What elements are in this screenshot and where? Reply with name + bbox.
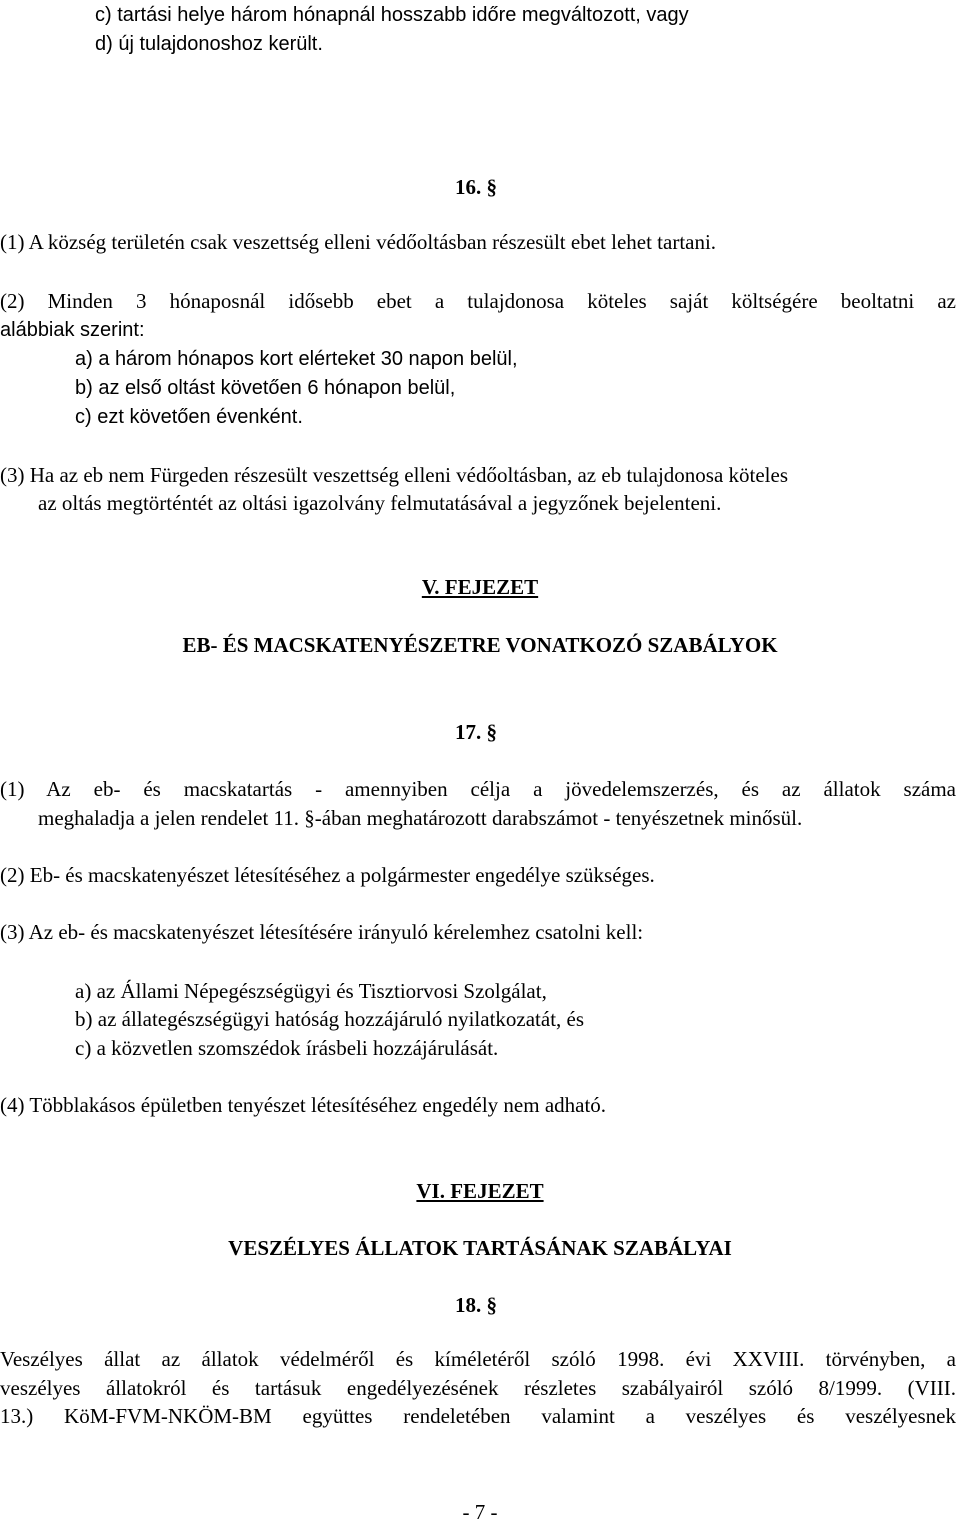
paragraph: (3) Ha az eb nem Fürgeden részesült veszettség elleni védőoltásban, az eb tulajdonosa köteles — [0, 463, 789, 487]
paragraph: Veszélyes állat az állatok védelméről és kíméletéről szóló 1998. évi XXVIII. törvényben, a — [0, 1347, 956, 1371]
chapter-number: VI. FEJEZET — [416, 1179, 544, 1203]
list-item: a) az Állami Népegészségügyi és Tisztiorvosi Szolgálat, — [75, 979, 547, 1003]
chapter-title: VESZÉLYES ÁLLATOK TARTÁSÁNAK SZABÁLYAI — [228, 1236, 732, 1260]
section-heading: 17. § — [455, 720, 497, 744]
list-item: c) a közvetlen szomszédok írásbeli hozzájárulását. — [75, 1036, 499, 1060]
paragraph: veszélyes állatokról és tartásuk engedélyezésének részletes szabályairól szóló 8/1999. (VIII. — [0, 1376, 956, 1400]
paragraph: (3) Az eb- és macskatenyészet létesítésére irányuló kérelemhez csatolni kell: — [0, 920, 644, 944]
paragraph: (2) Eb- és macskatenyészet létesítéséhez a polgármester engedélye szükséges. — [0, 863, 655, 887]
paragraph: (1) A község területén csak veszettség elleni védőoltásban részesült ebet lehet tartani. — [0, 230, 717, 254]
chapter-number: V. FEJEZET — [421, 575, 539, 599]
paragraph: (1) Az eb- és macskatartás - amennyiben célja a jövedelemszerzés, és az állatok száma — [0, 777, 956, 801]
list-item: a) a három hónapos kort elérteket 30 napon belül, — [75, 348, 518, 370]
chapter-title: EB- ÉS MACSKATENYÉSZETRE VONATKOZÓ SZABÁLYOK — [182, 633, 778, 657]
paragraph: 13.) KöM-FVM-NKÖM-BM együttes rendeletében valamint a veszélyes és veszélyesnek — [0, 1404, 956, 1428]
paragraph: (2) Minden 3 hónaposnál idősebb ebet a tulajdonosa köteles saját költségére beoltatni az — [0, 289, 956, 313]
list-item: b) az állategészségügyi hatóság hozzájáruló nyilatkozatát, és — [75, 1007, 585, 1031]
list-item: c) ezt követően évenként. — [75, 406, 303, 428]
list-item: b) az első oltást követően 6 hónapon belül, — [75, 377, 456, 399]
list-item: d) új tulajdonoshoz került. — [95, 33, 323, 55]
section-heading: 18. § — [455, 1293, 497, 1317]
list-item: c) tartási helye három hónapnál hosszabb időre megváltozott, vagy — [95, 4, 689, 26]
page-number: - 7 - — [462, 1500, 498, 1524]
paragraph: meghaladja a jelen rendelet 11. §-ában meghatározott darabszámot - tenyészetnek minősül. — [38, 806, 803, 830]
paragraph: (4) Többlakásos épületben tenyészet létesítéséhez engedély nem adható. — [0, 1093, 607, 1117]
paragraph: az oltás megtörténtét az oltási igazolvány felmutatásával a jegyzőnek bejelenteni. — [38, 491, 722, 515]
section-heading: 16. § — [455, 175, 497, 199]
paragraph: alábbiak szerint: — [0, 319, 145, 341]
